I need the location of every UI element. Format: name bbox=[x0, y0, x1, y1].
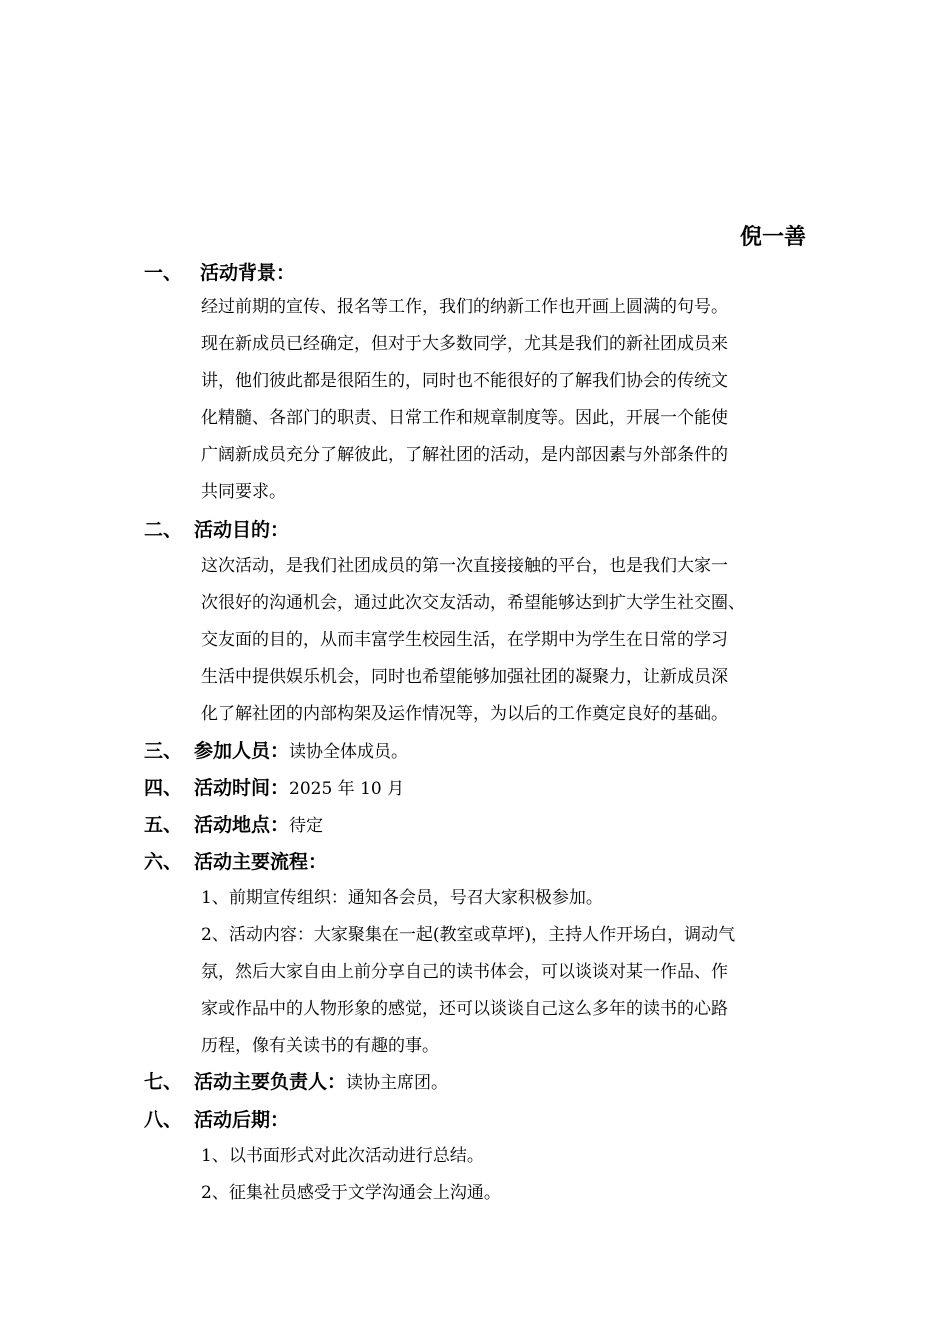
section-value: 2025 年 10 月 bbox=[289, 779, 405, 799]
section-title: 活动主要流程： bbox=[194, 851, 328, 873]
section-number: 七、 bbox=[144, 1071, 183, 1093]
body-line: 2、征集社员感受于文学沟通会上沟通。 bbox=[201, 1183, 501, 1203]
body-line: 交友面的目的，从而丰富学生校园生活，在学期中为学生在日常的学习 bbox=[201, 630, 728, 650]
section-title: 参加人员： bbox=[194, 740, 290, 762]
body-line: 历程，像有关读书的有趣的事。 bbox=[201, 1036, 439, 1056]
section-heading-purpose bbox=[144, 515, 289, 545]
section-value: 待定 bbox=[289, 816, 324, 836]
section-heading-background bbox=[144, 258, 295, 288]
body-line: 广阔新成员充分了解彼此，了解社团的活动，是内部因素与外部条件的 bbox=[201, 445, 728, 465]
body-line: 1、前期宣传组织：通知各会员，号召大家积极参加。 bbox=[201, 888, 603, 908]
section-value: 读协主席团。 bbox=[346, 1073, 449, 1093]
section-body-followup bbox=[201, 1138, 809, 1212]
section-number: 三、 bbox=[144, 740, 183, 762]
body-line: 生活中提供娱乐机会，同时也希望能够加强社团的凝聚力，让新成员深 bbox=[201, 667, 728, 687]
section-heading-responsible bbox=[144, 1067, 448, 1097]
section-heading-location bbox=[144, 810, 323, 840]
body-line: 这次活动，是我们社团成员的第一次直接接触的平台，也是我们大家一 bbox=[201, 556, 728, 576]
body-line: 1、以书面形式对此次活动进行总结。 bbox=[201, 1146, 484, 1166]
section-heading-time bbox=[144, 773, 404, 803]
body-line: 化了解社团的内部构架及运作情况等，为以后的工作奠定良好的基础。 bbox=[201, 704, 728, 724]
section-heading-participants bbox=[144, 736, 408, 766]
section-title: 活动时间： bbox=[194, 777, 290, 799]
section-heading-followup bbox=[144, 1105, 289, 1135]
section-title: 活动背景： bbox=[200, 262, 296, 284]
author-name: 倪一善 bbox=[739, 225, 806, 250]
body-line: 讲，他们彼此都是很陌生的，同时也不能很好的了解我们协会的传统文 bbox=[201, 371, 728, 391]
section-body-process bbox=[201, 880, 809, 1065]
section-title: 活动后期： bbox=[194, 1109, 290, 1131]
body-line: 2、活动内容：大家聚集在一起(教室或草坪)，主持人作开场白，调动气 bbox=[201, 925, 736, 945]
section-title: 活动目的： bbox=[194, 519, 290, 541]
section-body-background bbox=[201, 289, 809, 511]
body-line: 化精髓、各部门的职责、日常工作和规章制度等。因此，开展一个能使 bbox=[201, 408, 728, 428]
body-line: 氛，然后大家自由上前分享自己的读书体会，可以谈谈对某一作品、作 bbox=[201, 962, 728, 982]
section-title: 活动主要负责人： bbox=[194, 1071, 347, 1093]
section-number: 五、 bbox=[144, 814, 183, 836]
section-number: 二、 bbox=[144, 519, 183, 541]
section-number: 一、 bbox=[144, 262, 183, 284]
section-number: 四、 bbox=[144, 777, 183, 799]
body-line: 家或作品中的人物形象的感觉，还可以谈谈自己这么多年的读书的心路 bbox=[201, 999, 728, 1019]
body-line: 次很好的沟通机会，通过此次交友活动，希望能够达到扩大学生社交圈、 bbox=[201, 593, 745, 613]
section-title: 活动地点： bbox=[194, 814, 290, 836]
body-line: 经过前期的宣传、报名等工作，我们的纳新工作也开画上圆满的句号。 bbox=[201, 297, 728, 317]
section-number: 六、 bbox=[144, 851, 183, 873]
section-body-purpose bbox=[201, 548, 809, 733]
section-heading-process bbox=[144, 847, 327, 877]
body-line: 现在新成员已经确定，但对于大多数同学，尤其是我们的新社团成员来 bbox=[201, 334, 728, 354]
section-value: 读协全体成员。 bbox=[289, 742, 409, 762]
body-line: 共同要求。 bbox=[201, 482, 286, 502]
section-number: 八、 bbox=[144, 1109, 183, 1131]
